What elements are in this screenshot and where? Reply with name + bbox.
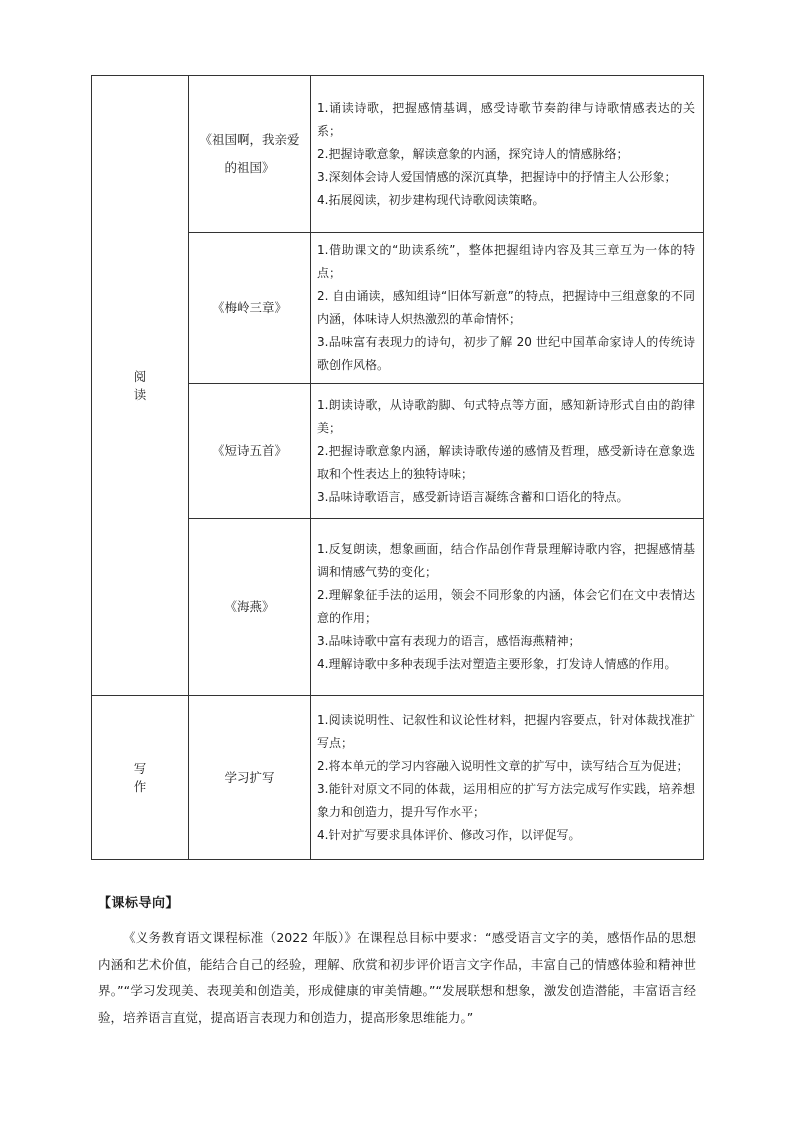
table-row [92,76,704,233]
goal-item: 3.品味诗歌语言，感受新诗语言凝练含蓄和口语化的特点。 [317,489,629,504]
standards-paragraph: 《义务教育语文课程标准（2022 年版）》在课程总目标中要求：“感受语言文字的美，感悟作品的思想内涵和艺术价值，能结合自己的经验，理解、欣赏和初步评价语言文字作品，丰富自己的情感体验和精神世界。”“学习发现美、表现美和创造美，形成健康的审美情趣。”“发展联想和想象，激发创造潜能，丰富语言经验，培养语言直觉，提高语言表现力和创造力，提高形象思维能力。” [98,930,696,1025]
text-title-cell: 《短诗五首》 [189,384,311,519]
goal-item: 3.品味富有表现力的诗句，初步了解 20 世纪中国革命家诗人的传统诗歌创作风格。 [317,335,695,372]
goal-text: 2. 自由诵读，感知组诗“旧体写新意”的特点，把握诗中三组意象的不同内涵，体味诗人炽热激烈的革命情怀； [317,289,695,326]
goal-item: 1.阅读说明性、记叙性和议论性材料，把握内容要点，针对体裁找准扩写点； [317,712,695,750]
goal-item: 2.把握诗歌意象，解读意象的内涵，探究诗人的情感脉络； [317,146,629,161]
goal-item: 2.理解象征手法的运用，领会不同形象的内涵，体会它们在文中表情达意的作用； [317,588,695,625]
goal-item: 1.反复朗读，想象画面，结合作品创作背景理解诗歌内容，把握感情基调和情感气势的变化； [317,542,695,579]
subject-char: 阅 [133,368,147,384]
goals-cell [311,519,704,696]
text-title-cell: 学习扩写 [189,696,311,860]
goal-item: 3.深刻体会诗人爱国情感的深沉真挚，把握诗中的抒情主人公形象； [317,169,677,184]
goals-cell [311,696,704,860]
section-heading: 【课标导向】 [98,896,180,911]
goals-cell [311,384,704,519]
table-row [92,696,704,860]
goal-item: 3.能针对原文不同的体裁，运用相应的扩写方法完成写作实践，培养想象力和创造力，提升写作水平； [317,781,695,819]
unit-goals-table [91,75,704,860]
text-title-cell: 《祖国啊，我亲爱的祖国》 [189,76,311,233]
subject-char: 写 [133,760,147,776]
subject-cell-reading [92,76,189,696]
goal-item: 1.借助课文的“助读系统”，整体把握组诗内容及其三章互为一体的特点； [317,243,695,280]
subject-char: 读 [133,386,147,402]
text-title-cell: 《海燕》 [189,519,311,696]
subject-char: 作 [133,778,147,794]
goal-item: 1.诵读诗歌，把握感情基调，感受诗歌节奏韵律与诗歌情感表达的关系； [317,100,695,138]
text-title-cell: 《梅岭三章》 [189,233,311,384]
goal-item [317,285,695,331]
goal-item: 4.针对扩写要求具体评价、修改习作，以评促写。 [317,827,581,842]
goals-cell [311,76,704,233]
goal-item: 2.将本单元的学习内容融入说明性文章的扩写中，读写结合互为促进； [317,758,689,773]
goal-item: 3.品味诗歌中富有表现力的语言，感悟海燕精神； [317,634,581,648]
goal-item: 1.朗读诗歌，从诗歌韵脚、句式特点等方面，感知新诗形式自由的韵律美； [317,397,695,435]
goal-item: 2.把握诗歌意象内涵，解读诗歌传递的感情及哲理，感受新诗在意象选取和个性表达上的独特诗味； [317,443,695,481]
goal-item: 4.理解诗歌中多种表现手法对塑造主要形象，打发诗人情感的作用。 [317,657,677,671]
goals-cell [311,233,704,384]
goal-item: 4.拓展阅读，初步建构现代诗歌阅读策略。 [317,192,545,207]
subject-cell-writing [92,696,189,860]
